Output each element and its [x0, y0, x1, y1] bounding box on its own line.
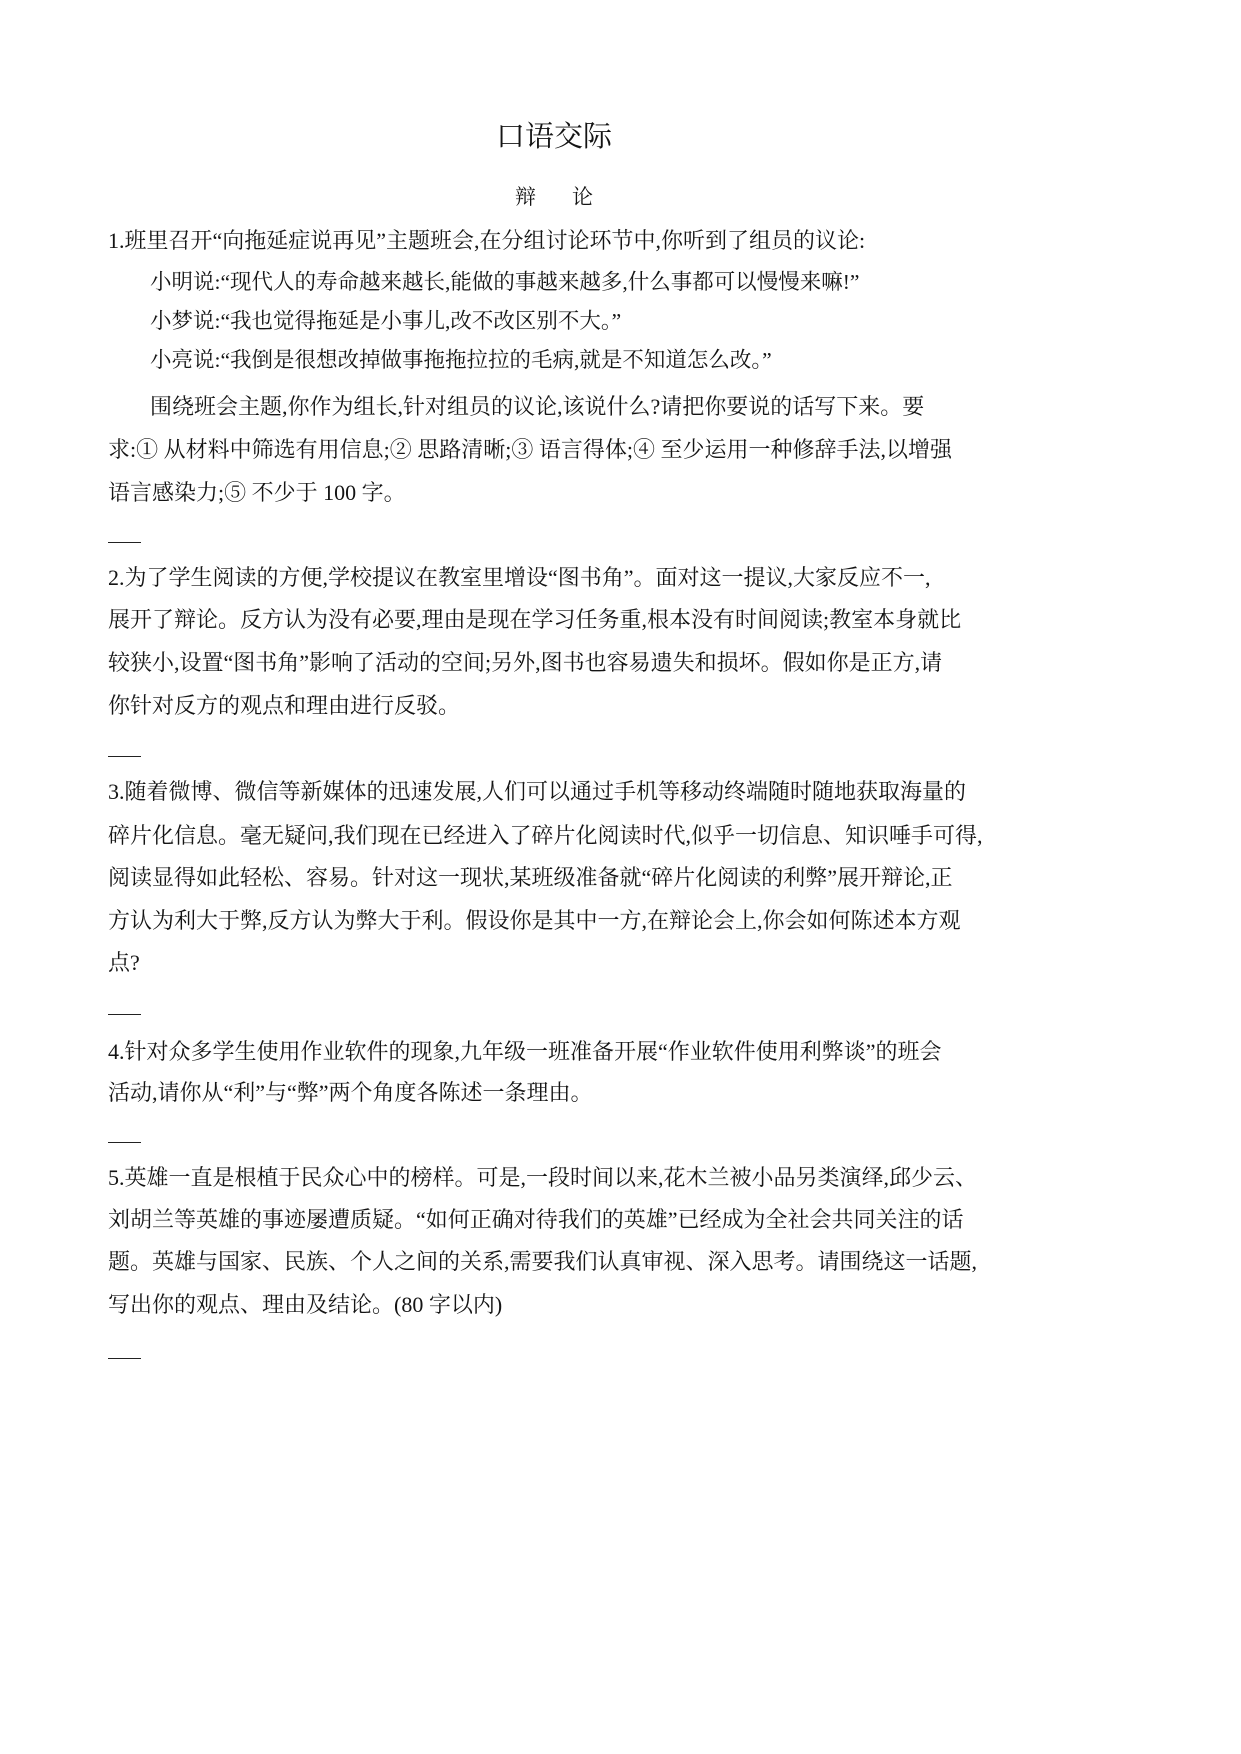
- question-3-line-4: 方认为利大于弊,反方认为弊大于利。假设你是其中一方,在辩论会上,你会如何陈述本方观: [108, 908, 961, 933]
- question-1-answer-blank: [108, 542, 141, 543]
- question-3-answer-blank: [108, 1014, 141, 1015]
- question-5-line-4: 写出你的观点、理由及结论。(80 字以内): [108, 1292, 503, 1317]
- question-3-line-5: 点?: [108, 950, 140, 975]
- question-4-line-2: 活动,请你从“利”与“弊”两个角度各陈述一条理由。: [108, 1080, 593, 1105]
- question-2-answer-blank: [108, 756, 141, 757]
- section-subtitle: 辩论: [515, 185, 629, 209]
- question-5-line-1: 5.英雄一直是根植于民众心中的榜样。可是,一段时间以来,花木兰被小品另类演绎,邱少云、: [108, 1165, 978, 1190]
- question-5-line-3: 题。英雄与国家、民族、个人之间的关系,需要我们认真审视、深入思考。请围绕这一话题,: [108, 1249, 978, 1274]
- question-5-answer-blank: [108, 1358, 141, 1359]
- question-1-quote-xiaoming: 小明说:“现代人的寿命越来越长,能做的事越来越多,什么事都可以慢慢来嘛!”: [150, 270, 860, 294]
- question-5-line-2: 刘胡兰等英雄的事迹屡遭质疑。“如何正确对待我们的英雄”已经成为全社会共同关注的话: [108, 1207, 964, 1232]
- question-3-line-3: 阅读显得如此轻松、容易。针对这一现状,某班级准备就“碎片化阅读的利弊”展开辩论,正: [108, 865, 953, 890]
- question-1-requirement-line-2: 求:① 从材料中筛选有用信息;② 思路清晰;③ 语言得体;④ 至少运用一种修辞手法,以增强: [108, 437, 952, 462]
- question-1-line-1: 1.班里召开“向拖延症说再见”主题班会,在分组讨论环节中,你听到了组员的议论:: [108, 228, 866, 253]
- question-4-answer-blank: [108, 1142, 141, 1143]
- question-2-line-3: 较狭小,设置“图书角”影响了活动的空间;另外,图书也容易遗失和损坏。假如你是正方,请: [108, 650, 943, 675]
- page-title: 口语交际: [495, 121, 612, 153]
- question-2-line-4: 你针对反方的观点和理由进行反驳。: [108, 693, 461, 718]
- question-1-quote-xiaoliang: 小亮说:“我倒是很想改掉做事拖拖拉拉的毛病,就是不知道怎么改。”: [150, 348, 772, 372]
- question-1-quote-xiaomeng: 小梦说:“我也觉得拖延是小事儿,改不改区别不大。”: [150, 309, 622, 333]
- question-1-requirement-line-1: 围绕班会主题,你作为组长,针对组员的议论,该说什么?请把你要说的话写下来。要: [150, 394, 925, 419]
- question-2-line-2: 展开了辩论。反方认为没有必要,理由是现在学习任务重,根本没有时间阅读;教室本身就比: [108, 607, 962, 632]
- question-3-line-1: 3.随着微博、微信等新媒体的迅速发展,人们可以通过手机等移动终端随时随地获取海量的: [108, 779, 967, 804]
- question-3-line-2: 碎片化信息。毫无疑问,我们现在已经进入了碎片化阅读时代,似乎一切信息、知识唾手可得,: [108, 823, 983, 848]
- question-1-requirement-line-3: 语言感染力;⑤ 不少于 100 字。: [108, 480, 406, 505]
- question-2-line-1: 2.为了学生阅读的方便,学校提议在教室里增设“图书角”。面对这一提议,大家反应不一,: [108, 565, 931, 590]
- question-4-line-1: 4.针对众多学生使用作业软件的现象,九年级一班准备开展“作业软件使用利弊谈”的班会: [108, 1039, 942, 1064]
